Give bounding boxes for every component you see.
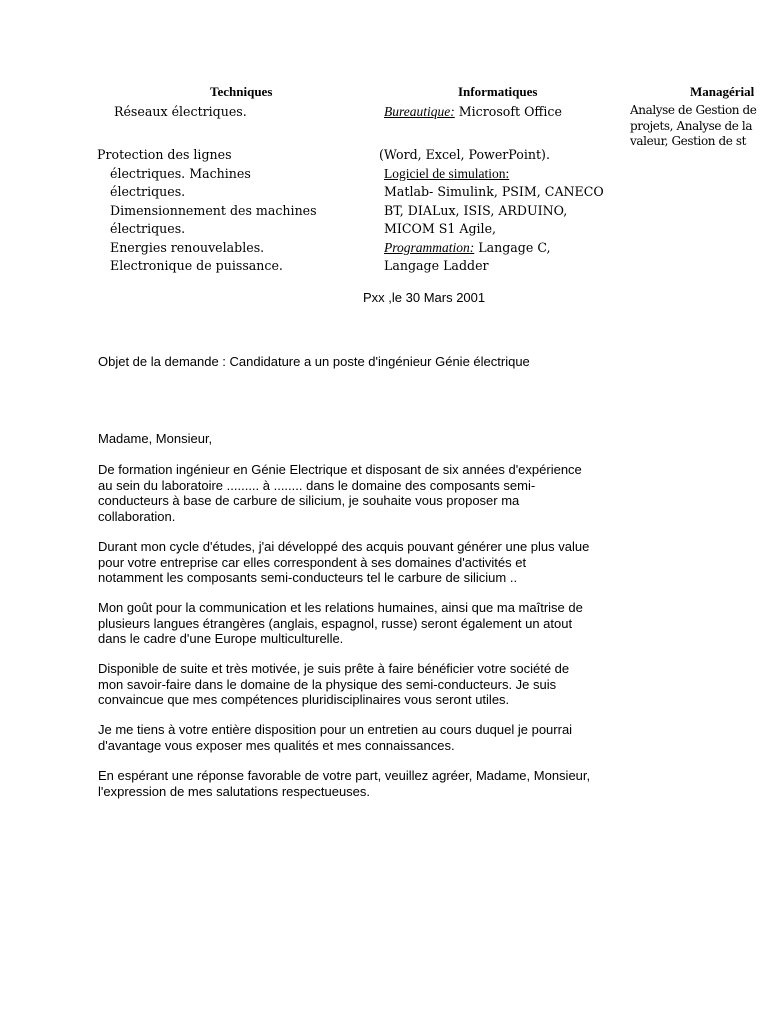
technical-skill-line: électriques. [110, 184, 186, 199]
paragraph-line: Mon goût pour la communication et les relations humaines, ainsi que ma maîtrise de [98, 600, 583, 615]
letter-paragraph [98, 462, 582, 524]
technical-skill-line: électriques. [110, 221, 186, 236]
paragraph-line: Je me tiens à votre entière disposition pour un entretien au cours duquel je pourrai [98, 722, 573, 737]
technical-skill-line: Energies renouvelables. [110, 239, 265, 255]
bureautique-label: Bureautique: [384, 104, 455, 119]
paragraph-line: l'expression de mes salutations respectueuses. [98, 783, 371, 799]
paragraph-line: convaincue que mes compétences pluridisciplinaires vous seront utiles. [98, 692, 510, 708]
column-header-managerial: Managérial [690, 84, 755, 99]
technical-skill-line: électriques. Machines [110, 165, 251, 181]
letter-paragraph [98, 600, 583, 647]
paragraph-line: Durant mon cycle d'études, j'ai développé des acquis pouvant générer une plus value [98, 539, 590, 554]
paragraph-line: dans le cadre d'une Europe multiculturelle. [98, 631, 344, 647]
technical-skill-line: Protection des lignes [97, 147, 232, 162]
paragraph-line: d'avantage vous exposer mes qualités et mes connaissances. [98, 737, 455, 753]
simulation-line: Matlab- Simulink, PSIM, CANECO [384, 184, 604, 199]
letter-paragraph [98, 539, 589, 586]
paragraph-line: pour votre entreprise car elles correspondent à ses domaines d'activités et [98, 554, 527, 570]
paragraph-line: notamment les composants semi-conducteurs tel le carbure de silicium .. [98, 570, 518, 586]
programmation-value: Langage C, [474, 239, 551, 255]
paragraph-line: Disponible de suite et très motivée, je suis prête à faire bénéficier votre société de [98, 661, 570, 676]
office-detail: (Word, Excel, PowerPoint). [379, 147, 550, 162]
paragraph-line: En espérant une réponse favorable de votre part, veuillez agréer, Madame, Monsieur, [98, 768, 591, 783]
paragraph-line: mon savoir-faire dans le domaine de la physique des semi-conducteurs. Je suis [98, 676, 557, 692]
technical-skill-line: Electronique de puissance. [110, 258, 283, 273]
simulation-line: BT, DIALux, ISIS, ARDUINO, [384, 202, 568, 218]
managerial-line: valeur, Gestion de st [630, 134, 747, 148]
managerial-line: Analyse de Gestion de [630, 103, 757, 117]
paragraph-line: collaboration. [98, 508, 176, 524]
simulation-line: MICOM S1 Agile, [384, 221, 497, 236]
subject-line: Objet de la demande : Candidature a un poste d'ingénieur Génie électrique [98, 354, 530, 369]
programmation-line [384, 239, 551, 258]
programmation-label: Programmation: [384, 239, 475, 255]
letter-paragraph [98, 768, 590, 799]
paragraph-line: De formation ingénieur en Génie Electrique et disposant de six années d'expérience [98, 462, 582, 477]
column-header-techniques: Techniques [210, 84, 273, 99]
technical-skill-line: Dimensionnement des machines [110, 202, 317, 218]
simulation-label: Logiciel de simulation: [384, 165, 510, 181]
column-header-informatiques: Informatiques [458, 84, 538, 99]
letter-paragraph [98, 661, 569, 708]
paragraph-line: au sein du laboratoire ......... à ........ dans le domaine des composants semi- [98, 477, 536, 493]
letter-paragraph [98, 722, 572, 753]
technical-skill-first: Réseaux électriques. [114, 104, 247, 119]
paragraph-line: conducteurs à base de carbure de silicium, je souhaite vous proposer ma [98, 493, 520, 509]
bureautique-line [384, 103, 562, 122]
place-date: Pxx ,le 30 Mars 2001 [363, 290, 486, 305]
managerial-line: projets, Analyse de la [630, 118, 753, 133]
bureautique-value: Microsoft Office [454, 104, 562, 119]
salutation: Madame, Monsieur, [98, 431, 213, 446]
programmation-more: Langage Ladder [384, 258, 489, 273]
paragraph-line: plusieurs langues étrangères (anglais, espagnol, russe) seront également un atout [98, 615, 573, 631]
